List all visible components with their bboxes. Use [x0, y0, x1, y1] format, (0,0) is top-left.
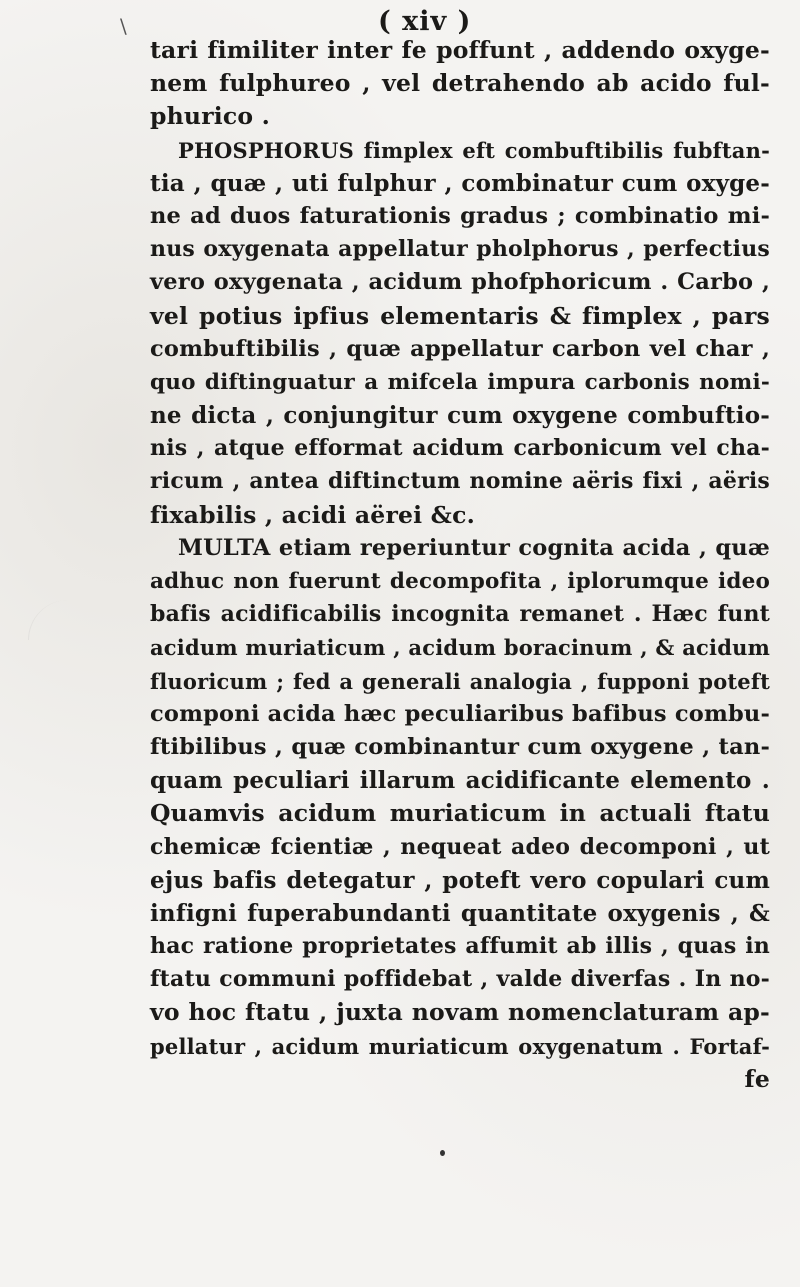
text-line: vero oxygenata , acidum phofphoricum . Carbo ,: [150, 269, 770, 296]
ink-dot: [440, 1150, 445, 1156]
text-line: ftibilibus , quæ combinantur cum oxygene , tan-: [150, 733, 770, 760]
margin-stain: [28, 600, 109, 640]
page-number: ( xiv ): [378, 6, 472, 37]
text-line: componi acida hæc peculiaribus bafibus combu-: [150, 700, 770, 727]
text-line: acidum muriaticum , acidum boracinum , & acidum: [150, 635, 770, 661]
text-line: ne dicta , conjungitur cum oxygene combuftio-: [150, 402, 770, 430]
text-line: nem fulphureo , vel detrahendo ab acido ful-: [150, 69, 770, 98]
text-line: ne ad duos faturationis gradus ; combinatio mi-: [150, 202, 770, 229]
text-line: ejus bafis detegatur , poteft vero copulari cum: [150, 866, 770, 894]
paragraph-start-line: MULTA etiam reperiuntur cognita acida , quæ: [178, 534, 770, 561]
catchword: fe: [744, 1064, 770, 1093]
margin-mark-text: \: [120, 14, 127, 38]
paragraph-start-line: PHOSPHORUS fimplex eft combuftibilis fubftan-: [178, 137, 770, 163]
text-line: hac ratione proprietates affumit ab illis , quas in: [150, 933, 770, 960]
text-line: Quamvis acidum muriaticum in actuali ftatu: [150, 799, 770, 828]
body-text: [150, 34, 770, 1096]
text-line: combuftibilis , quæ appellatur carbon vel char ,: [150, 335, 770, 362]
text-line: quam peculiari illarum acidificante elemento .: [150, 767, 770, 795]
text-line: nis , atque efformat acidum carbonicum vel cha-: [150, 435, 770, 462]
text-line: vo hoc ftatu , juxta novam nomenclaturam ap-: [150, 998, 770, 1027]
text-line: ftatu communi poffidebat , valde diverfas . In no-: [150, 966, 770, 993]
text-line: vel potius ipfius elementaris & fimplex , pars: [150, 301, 770, 330]
text-line: ricum , antea diftinctum nomine aëris fixi , aëris: [150, 468, 770, 495]
text-line: infigni fuperabundanti quantitate oxygenis , &: [150, 899, 770, 927]
text-line: nus oxygenata appellatur pholphorus , perfectius: [150, 236, 770, 263]
text-line: tia , quæ , uti fulphur , combinatur cum oxyge-: [150, 169, 770, 197]
text-line: bafis acidificabilis incognita remanet . Hæc funt: [150, 601, 770, 628]
text-line: fluoricum ; fed a generali analogia , fupponi poteft: [150, 668, 770, 694]
text-line: chemicæ fcientiæ , nequeat adeo decomponi , ut: [150, 833, 770, 860]
text-line: quo diftinguatur a mifcela impura carbonis nomi-: [150, 369, 770, 395]
text-line: fixabilis , acidi aërei &c.: [150, 500, 475, 529]
text-line: pellatur , acidum muriaticum oxygenatum . Fortaf-: [150, 1033, 770, 1059]
text-line: tari fimiliter inter fe poffunt , addendo oxyge-: [150, 36, 770, 64]
text-line: adhuc non fuerunt decompofita , iplorumque ideo: [150, 569, 770, 594]
text-line: phurico .: [150, 102, 271, 131]
